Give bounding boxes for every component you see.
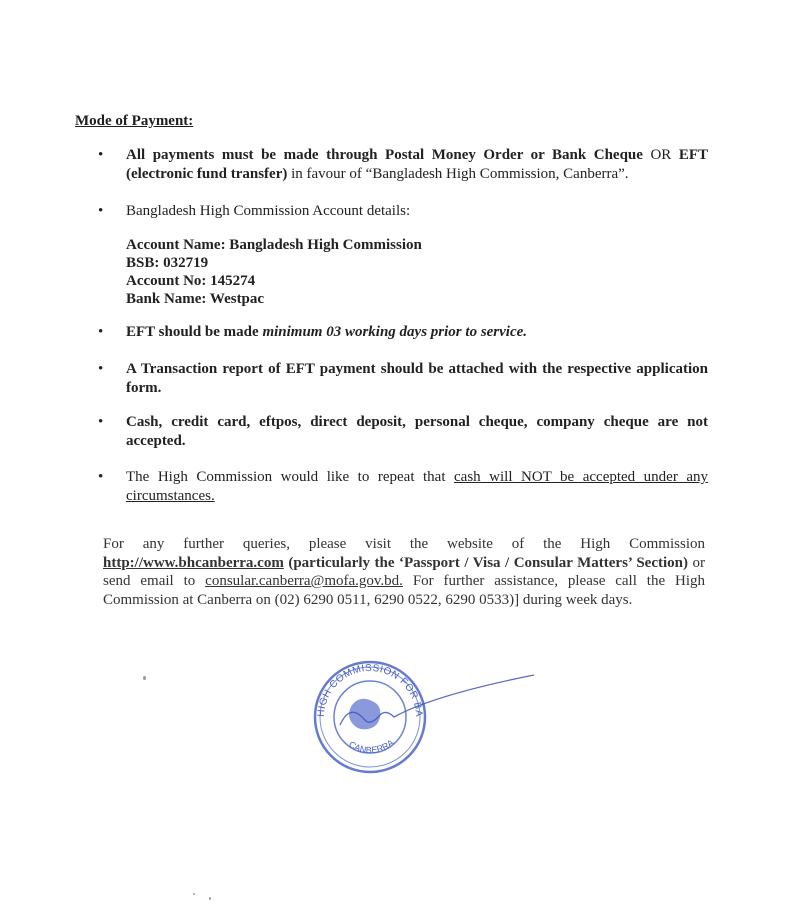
- official-seal-stamp: [300, 655, 540, 780]
- seal-bottom-text: CANBERRA: [347, 737, 396, 756]
- bullet-text: [126, 323, 708, 342]
- bullet-text-segment: cash will NOT be accepted under any circumstances.: [126, 469, 708, 504]
- scan-speck: [143, 676, 146, 680]
- footer-text-1: For any further queries, please visit the website of the High Commission: [103, 536, 705, 552]
- bullet-text-segment: EFT (electronic fund transfer): [126, 147, 708, 182]
- bullet-no-cash: [98, 468, 708, 506]
- bullet-eft-timing: [98, 323, 708, 342]
- bullet-text: [126, 202, 708, 221]
- bullet-text-segment: OR: [642, 147, 679, 163]
- website-link[interactable]: http://www.bhcanberra.com: [103, 554, 284, 571]
- bullet-text: [126, 146, 708, 184]
- bullet-payments-method: [98, 146, 708, 184]
- bullet-text-segment: The High Commission would like to repeat that: [126, 469, 454, 485]
- account-name: Account Name: Bangladesh High Commission: [126, 237, 422, 253]
- bullet-text: [126, 468, 708, 506]
- bullet-text-segment: EFT should be made: [126, 324, 263, 340]
- footer-text-2: or send email to: [103, 554, 705, 589]
- account-details-block: [126, 236, 422, 308]
- bullet-text: [126, 413, 708, 451]
- bullet-dot: •: [98, 361, 104, 377]
- scan-speck: [193, 893, 195, 895]
- footer-text-3: For further assistance, please call the High Commission at Canberra on (02) 6290 0511, 6290 0522, 6290 0533)] during week days.: [103, 573, 705, 608]
- bullet-dot: •: [98, 324, 104, 340]
- bullet-dot: •: [98, 203, 104, 219]
- bullet-not-accepted: [98, 413, 708, 451]
- bullet-text-segment: in favour of “Bangladesh High Commission, Canberra”.: [287, 166, 629, 182]
- section-heading: Mode of Payment:: [75, 113, 194, 129]
- bullet-text-segment: minimum 03 working days prior to service.: [262, 324, 528, 340]
- bullet-dot: •: [98, 469, 104, 485]
- bullet-transaction-report: [98, 360, 708, 398]
- footer-section-note: (particularly the ‘Passport / Visa / Consular Matters’ Section): [283, 554, 688, 571]
- bullet-text-segment: All payments must be made through Postal Money Order or Bank Cheque: [126, 147, 643, 163]
- email-link[interactable]: consular.canberra@mofa.gov.bd.: [205, 573, 403, 589]
- bullet-dot: •: [98, 414, 104, 430]
- bullet-text-segment: A Transaction report of EFT payment should be attached with the respective application form.: [126, 361, 708, 396]
- account-bank: Bank Name: Westpac: [126, 291, 265, 307]
- bullet-text-segment: Cash, credit card, eftpos, direct deposit, personal cheque, company cheque are not accepted.: [126, 414, 708, 449]
- scan-speck: [209, 897, 211, 900]
- seal-icon: [300, 655, 540, 775]
- svg-text:CANBERRA: [347, 737, 396, 755]
- contact-paragraph: [103, 535, 705, 609]
- seal-ring-text: HIGH COMMISSION FOR BA: [315, 662, 425, 718]
- bullet-account-details: [98, 202, 708, 221]
- bullet-text-segment: Bangladesh High Commission Account details:: [126, 203, 411, 219]
- bullet-text: [126, 360, 708, 398]
- bullet-dot: •: [98, 147, 104, 163]
- account-bsb: BSB: 032719: [126, 255, 209, 271]
- account-number: Account No: 145274: [126, 273, 256, 289]
